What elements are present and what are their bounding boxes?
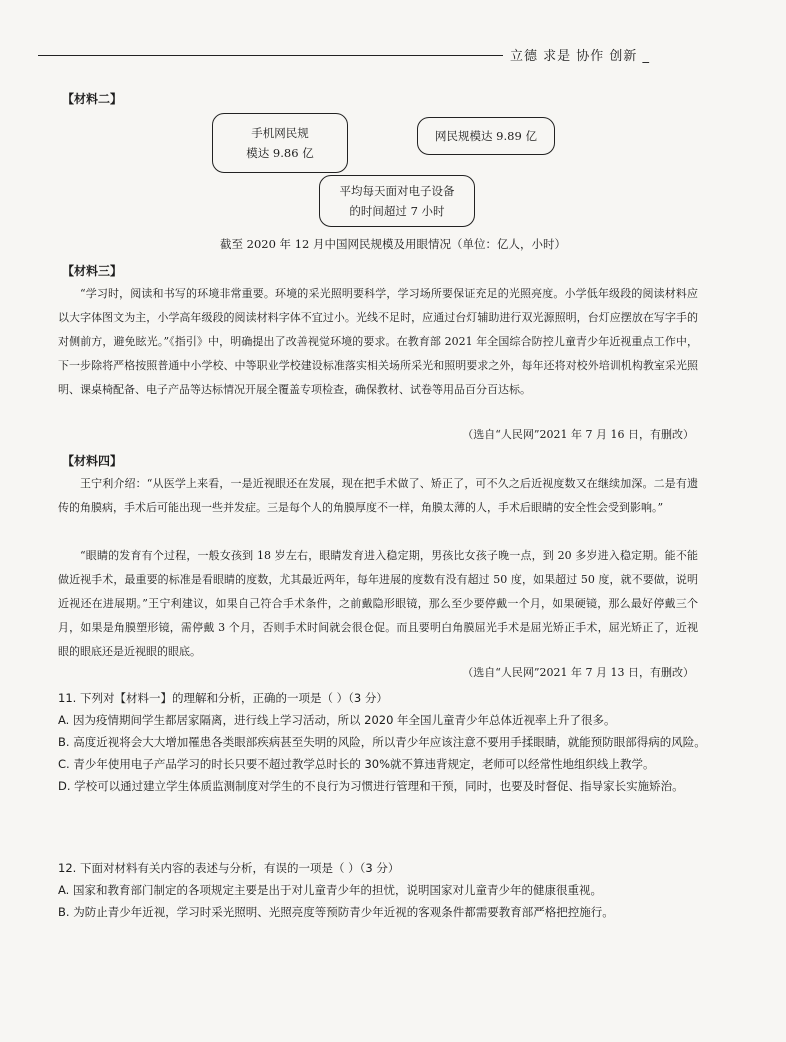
q11-option-d: D. 学校可以通过建立学生体质监测制度对学生的不良行为习惯进行管理和干预，同时，也要及时督促、指导家长实施矫治。	[58, 779, 684, 793]
material4-source: （选自“人民网”2021 年 7 月 13 日，有删改）	[462, 666, 694, 679]
header-rule	[38, 55, 503, 56]
material4-label: 【材料四】	[62, 454, 123, 468]
stat-box-internet-users: 网民规模达 9.89 亿	[417, 117, 555, 155]
school-motto: 立德 求是 协作 创新 _	[510, 49, 651, 64]
material3-text: “学习时，阅读和书写的环境非常重要。环境的采光照明要科学，学习场所要保证充足的光照亮度。小学低年级段的阅读材料应以大字体图文为主，小学高年级段的阅读材料字体不宜过小。光线不足时，应通过台灯辅助进行双光源照明，台灯应摆放在写字手的对侧前方，避免眩光。”《指引》中，明确提出了改善视觉环境的要求。在教育部 2021 年全国综合防控儿童青少年近视重点工作中，下一步除将严格按照普通中小学校、中等职业学校建设标准落实相关场所采光和照明要求之外，每年还将对校外培训机构教室采光照明、课桌椅配备、电子产品等达标情况开展全覆盖专项检查，确保教材、试卷等用品百分百达标。	[58, 287, 698, 396]
q12-stem: 12. 下面对材料有关内容的表述与分析，有误的一项是（ ）（3 分）	[58, 861, 400, 875]
material2-label: 【材料二】	[62, 92, 123, 106]
q12-option-b: B. 为防止青少年近视，学习时采光照明、光照亮度等预防青少年近视的客观条件都需要教育部严格把控施行。	[58, 905, 614, 919]
q12-option-a: A. 国家和教育部门制定的各项规定主要是出于对儿童青少年的担忧，说明国家对儿童青少年的健康很重视。	[58, 883, 602, 897]
material3-source: （选自“人民网”2021 年 7 月 16 日，有删改）	[462, 428, 694, 441]
question-11	[58, 687, 708, 797]
q11-option-b: B. 高度近视将会大大增加罹患各类眼部疾病甚至失明的风险，所以青少年应该注意不要用手揉眼睛，就能预防眼部得病的风险。	[58, 735, 706, 749]
stat-box-screen-time: 平均每天面对电子设备 的时间超过 7 小时	[319, 175, 475, 227]
material4-paragraph-2: “眼睛的发育有个过程，一般女孩到 18 岁左右，眼睛发育进入稳定期，男孩比女孩子晚一点，到 20 多岁进入稳定期。能不能做近视手术，最重要的标准是看眼睛的度数，尤其最近两年，每年进展的度数有没有超过 50 度，如果超过 50 度，就不要做，说明近视还在进展期。”王宁利建议，如果自己符合手术条件，之前戴隐形眼镜，那么至少要停戴一个月，如果硬镜，那么最好停戴三个月，如果是角膜塑形镜，需停戴 3 个月，否则手术时间就会很仓促。而且要明白角膜屈光手术是屈光矫正手术，屈光矫正了，近视眼的眼底还是近视眼的眼底。	[58, 549, 698, 658]
stat-box-mobile-users: 手机网民规 模达 9.86 亿	[212, 113, 348, 173]
q11-option-c: C. 青少年使用电子产品学习的时长只要不超过教学总时长的 30%就不算违背规定，老师可以经常性地组织线上教学。	[58, 757, 655, 771]
q11-option-a: A. 因为疫情期间学生都居家隔离，进行线上学习活动，所以 2020 年全国儿童青少年总体近视率上升了很多。	[58, 713, 616, 727]
question-12	[58, 857, 708, 923]
material3-label: 【材料三】	[62, 264, 123, 278]
q11-stem: 11. 下列对【材料一】的理解和分析，正确的一项是（ ）（3 分）	[58, 691, 388, 705]
material4-paragraph-1: 王宁利介绍：“从医学上来看，一是近视眼还在发展，现在把手术做了、矫正了，可不久之后近视度数又在继续加深。二是有遗传的角膜病，手术后可能出现一些并发症。三是每个人的角膜厚度不一样，角膜太薄的人，手术后眼睛的安全性会受到影响。”	[58, 477, 698, 514]
figure-caption: 截至 2020 年 12 月中国网民规模及用眼情况（单位：亿人，小时）	[219, 237, 567, 251]
